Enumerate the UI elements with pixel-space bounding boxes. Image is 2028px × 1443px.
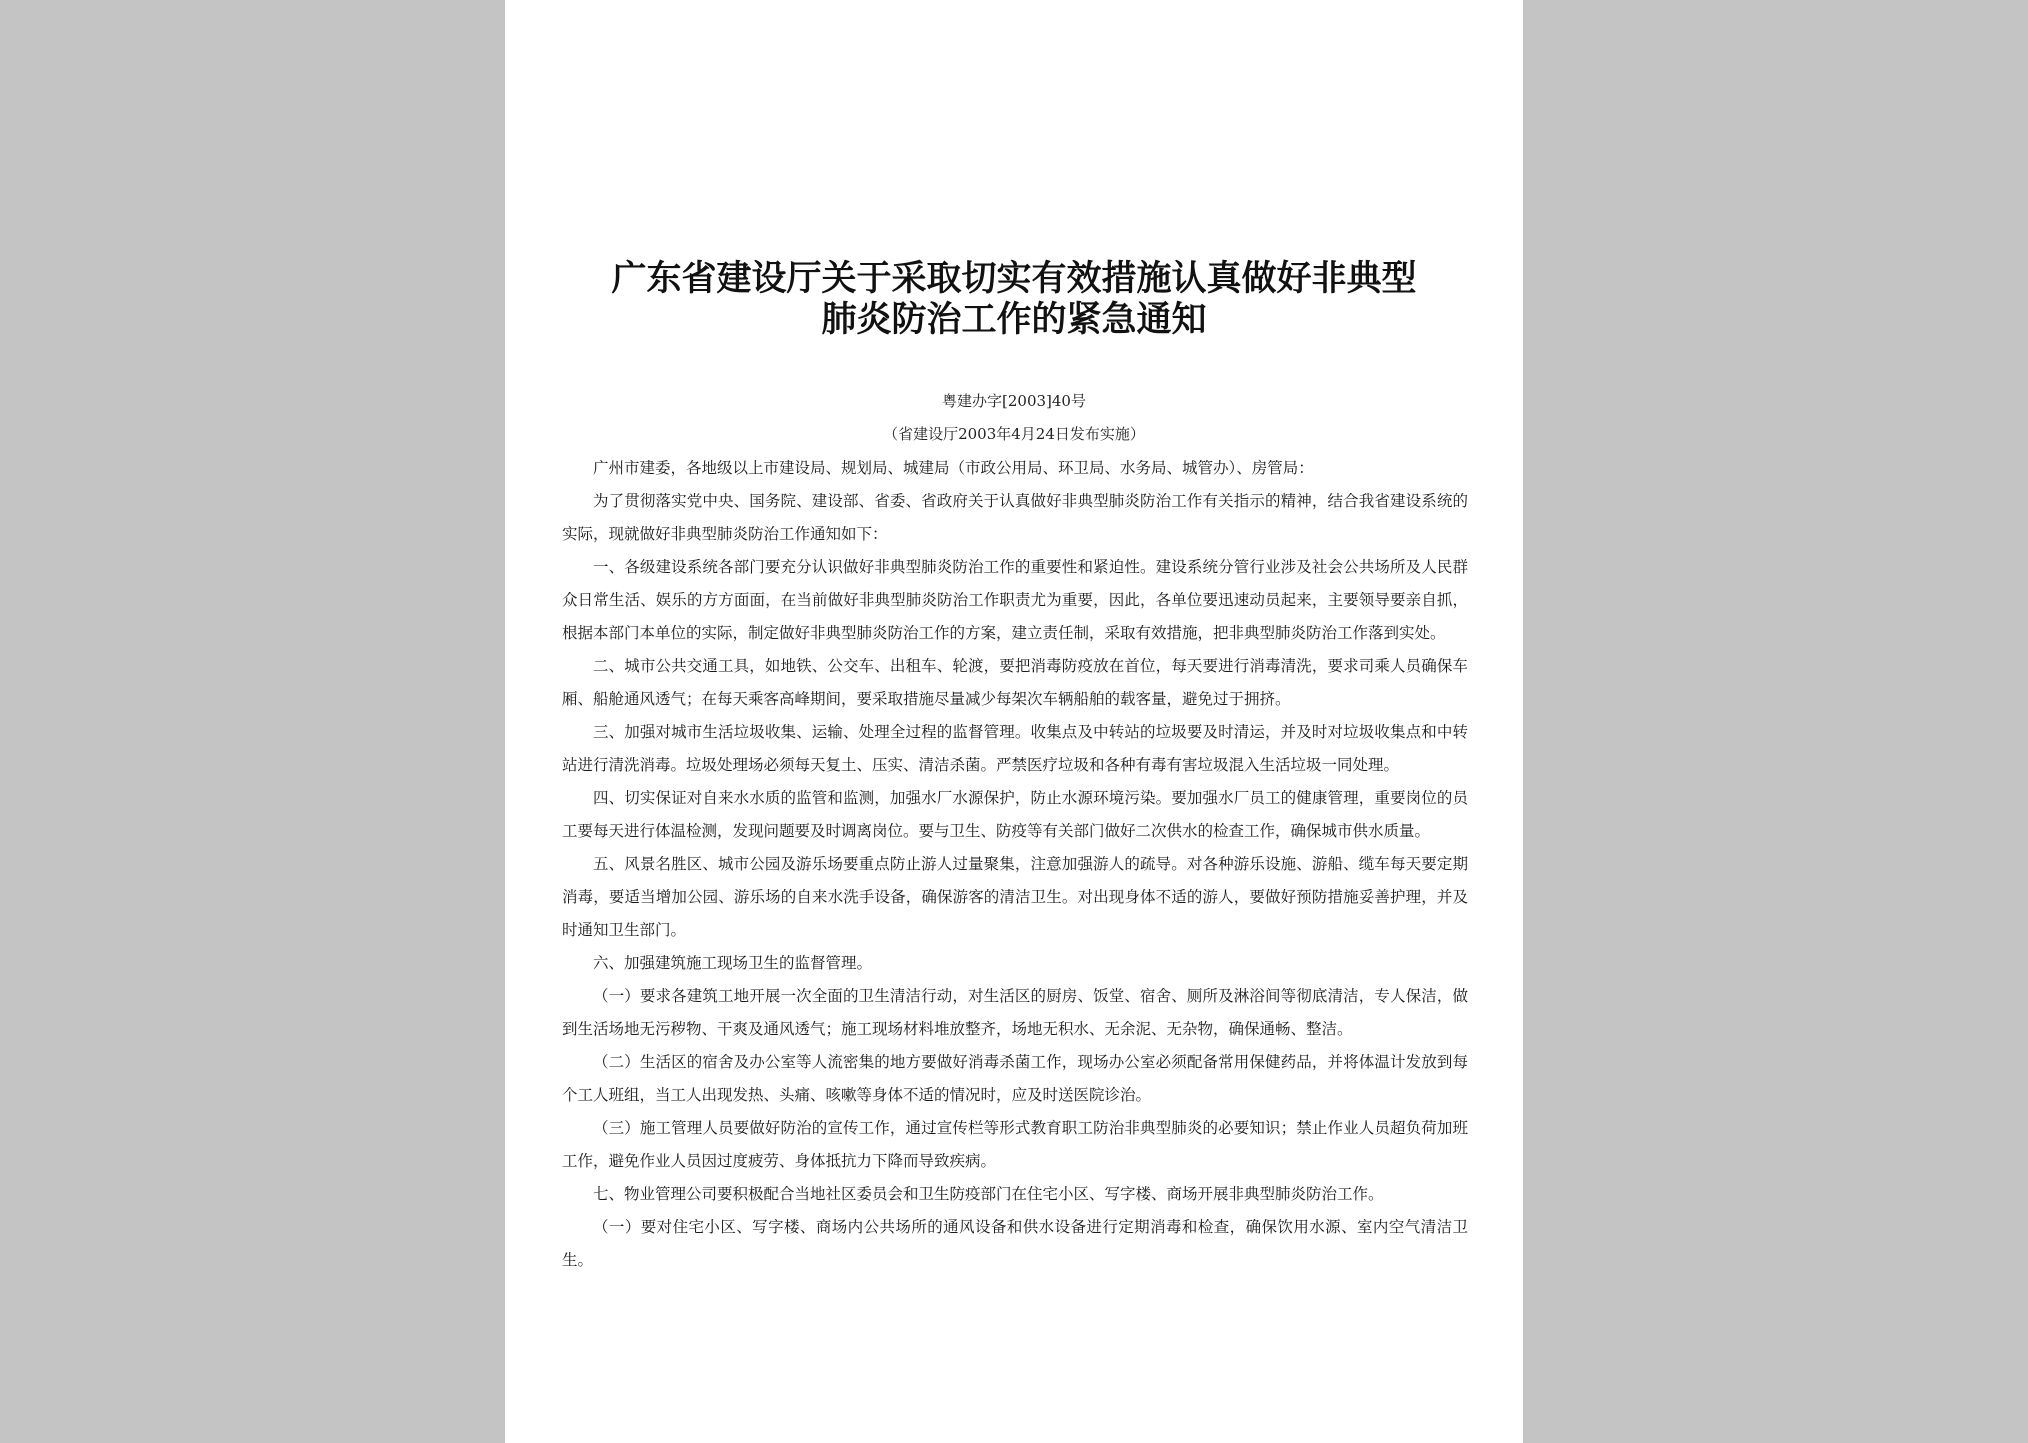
body-paragraph: 七、物业管理公司要积极配合当地社区委员会和卫生防疫部门在住宅小区、写字楼、商场开展非典型肺炎防治工作。 — [593, 1185, 1384, 1203]
document-title — [575, 258, 1453, 340]
addressee: 广州市建委，各地级以上市建设局、规划局、城建局（市政公用局、环卫局、水务局、城管办）、房管局： — [593, 459, 1314, 477]
body-paragraph: （二）生活区的宿舍及办公室等人流密集的地方要做好消毒杀菌工作，现场办公室必须配备常用保健药品，并将体温计发放到每个工人班组，当工人出现发热、头痛、咳嗽等身体不适的情况时，应及时送医院诊治。 — [562, 1053, 1468, 1104]
body-paragraph: （一）要求各建筑工地开展一次全面的卫生清洁行动，对生活区的厨房、饭堂、宿舍、厕所及淋浴间等彻底清洁，专人保洁，做到生活场地无污秽物、干爽及通风透气；施工现场材料堆放整齐，场地无积水、无余泥、无杂物，确保通畅、整洁。 — [562, 987, 1468, 1038]
body-paragraph: 六、加强建筑施工现场卫生的监督管理。 — [593, 954, 873, 972]
title-line-2: 肺炎防治工作的紧急通知 — [821, 299, 1207, 340]
body-paragraph: 五、风景名胜区、城市公园及游乐场要重点防止游人过量聚集，注意加强游人的疏导。对各种游乐设施、游船、缆车每天要定期消毒，要适当增加公园、游乐场的自来水洗手设备，确保游客的清洁卫生。对出现身体不适的游人，要做好预防措施妥善护理，并及时通知卫生部门。 — [562, 855, 1468, 939]
document-page — [505, 0, 1523, 1443]
body-paragraph: 一、各级建设系统各部门要充分认识做好非典型肺炎防治工作的重要性和紧迫性。建设系统分管行业涉及社会公共场所及人民群众日常生活、娱乐的方方面面，在当前做好非典型肺炎防治工作职责尤为重要，因此，各单位要迅速动员起来，主要领导要亲自抓，根据本部门本单位的实际，制定做好非典型肺炎防治工作的方案，建立责任制，采取有效措施，把非典型肺炎防治工作落到实处。 — [562, 558, 1468, 642]
body-paragraph: 二、城市公共交通工具，如地铁、公交车、出租车、轮渡，要把消毒防疫放在首位，每天要进行消毒清洗，要求司乘人员确保车厢、船舱通风透气；在每天乘客高峰期间，要采取措施尽量减少每架次车辆船舶的载客量，避免过于拥挤。 — [562, 657, 1468, 708]
title-line-1: 广东省建设厅关于采取切实有效措施认真做好非典型 — [611, 258, 1417, 299]
body-paragraph: （一）要对住宅小区、写字楼、商场内公共场所的通风设备和供水设备进行定期消毒和检查，确保饮用水源、室内空气清洁卫生。 — [562, 1218, 1468, 1269]
body-paragraph: （三）施工管理人员要做好防治的宣传工作，通过宣传栏等形式教育职工防治非典型肺炎的必要知识；禁止作业人员超负荷加班工作，避免作业人员因过度疲劳、身体抵抗力下降而导致疾病。 — [562, 1119, 1468, 1170]
document-number: 粤建办字[2003]40号 — [942, 392, 1086, 410]
body-paragraph: 为了贯彻落实党中央、国务院、建设部、省委、省政府关于认真做好非典型肺炎防治工作有关指示的精神，结合我省建设系统的实际，现就做好非典型肺炎防治工作通知如下： — [562, 492, 1468, 543]
document-body — [562, 452, 1468, 1277]
issue-note: （省建设厅2003年4月24日发布实施） — [883, 425, 1145, 443]
body-paragraph: 四、切实保证对自来水水质的监管和监测，加强水厂水源保护，防止水源环境污染。要加强水厂员工的健康管理，重要岗位的员工要每天进行体温检测，发现问题要及时调离岗位。要与卫生、防疫等有关部门做好二次供水的检查工作，确保城市供水质量。 — [562, 789, 1468, 840]
body-paragraph: 三、加强对城市生活垃圾收集、运输、处理全过程的监督管理。收集点及中转站的垃圾要及时清运，并及时对垃圾收集点和中转站进行清洗消毒。垃圾处理场必须每天复土、压实、清洁杀菌。严禁医疗垃圾和各种有毒有害垃圾混入生活垃圾一同处理。 — [562, 723, 1468, 774]
